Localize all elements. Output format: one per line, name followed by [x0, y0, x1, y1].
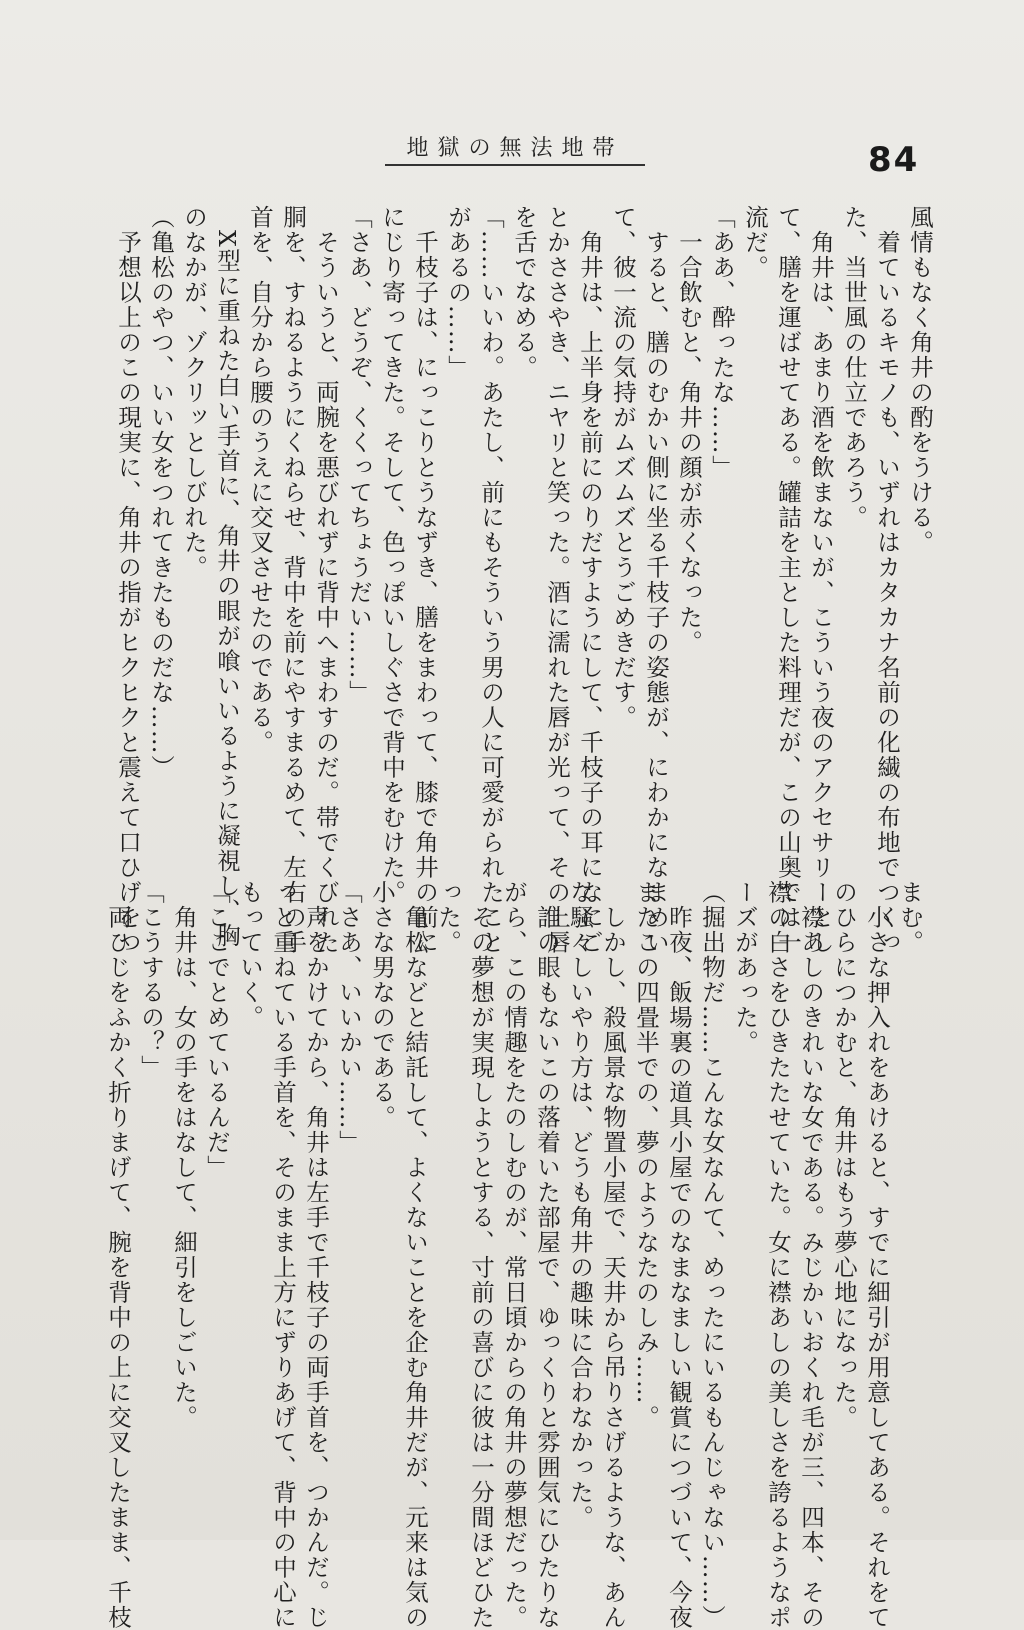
lower-text-column: その夢想が実現しようとする、寸前の喜びに彼は一分間ほどひた — [467, 880, 495, 1630]
lower-text-column: った。 — [434, 880, 462, 955]
upper-text-column: 首を、自分から腰のうえに交叉させたのである。 — [246, 205, 274, 755]
lower-text-column: （掘出物だ……こんな女なんて、めったにいるもんじゃない……） — [698, 880, 726, 1630]
upper-text-column: すると、膳のむかい側に坐る千枝子の姿態が、にわかになまめい — [642, 205, 670, 955]
lower-text-column: まむ。 — [896, 880, 924, 955]
upper-text-column: 流だ。 — [741, 205, 769, 280]
lower-text-column: 「さあ、いいかい……」 — [335, 880, 363, 1155]
upper-text-column: 「ああ、酔ったな……」 — [708, 205, 736, 480]
upper-text-column: 「さあ、どうぞ、くくってちょうだい……」 — [345, 205, 373, 705]
lower-text-column: 角井は、女の手をはなして、細引をしごいた。 — [170, 880, 198, 1430]
upper-text-column: た、当世風の仕立であろう。 — [840, 205, 868, 530]
upper-text-column: て、彼一流の気持がムズムズとうごめきだす。 — [609, 205, 637, 730]
lower-text-column: もっていく。 — [236, 880, 264, 1030]
lower-text-column: 襟あしのきれいな女である。みじかいおくれ毛が三、四本、その — [797, 880, 825, 1630]
upper-text-column: て、膳を運ばせてある。罐詰を主とした料理だが、この山奥では一 — [774, 205, 802, 955]
upper-text-column: にじり寄ってきた。そして、色っぽいしぐさで背中をむけた。 — [378, 205, 406, 905]
lower-text-column: 「こうするの？」 — [137, 880, 165, 1080]
upper-text-column: （亀松のやつ、いい女をつれてきたものだな……） — [147, 205, 175, 780]
upper-text-column: 「……いいわ。あたし、前にもそういう男の人に可愛がられたこと — [477, 205, 505, 955]
lower-text-column: がら、この情趣をたのしむのが、常日頃からの角井の夢想だった。 — [500, 880, 528, 1630]
lower-text-column: 声をかけてから、角井は左手で千枝子の両手首を、つかんだ。じ — [302, 880, 330, 1630]
lower-text-column: 小さな男なのである。 — [368, 880, 396, 1130]
running-title: 地獄の無法地帯 — [406, 135, 624, 161]
lower-text-column: 両ひじをふかく折りまげて、腕を背中の上に交叉したまま、千枝 — [104, 880, 132, 1630]
running-header — [385, 128, 645, 166]
page-number: 84 — [868, 140, 920, 180]
upper-text-column: 一合飲むと、角井の顔が赤くなった。 — [675, 205, 703, 655]
lower-text-column: 小さな押入れをあけると、すでに細引が用意してある。それをて — [863, 880, 891, 1630]
lower-text-column: 「ここでとめているんだ」 — [203, 880, 231, 1180]
lower-text-block — [101, 880, 926, 1630]
lower-text-column: のひらにつかむと、角井はもう夢心地になった。 — [830, 880, 858, 1430]
upper-text-column: のなかが、ゾクリッとしびれた。 — [180, 205, 208, 580]
lower-text-column: しかし、殺風景な物置小屋で、天井から吊りさげるような、あん — [599, 880, 627, 1630]
upper-text-column: X型に重ねた白い手首に、角井の眼が喰いいるように凝視し、胸 — [213, 205, 241, 949]
upper-text-column: 胴を、すねるようにくねらせ、背中を前にやすまるめて、左右の手 — [279, 205, 307, 955]
upper-text-column: そういうと、両腕を悪びれずに背中へまわすのだ。帯でくびれた — [312, 205, 340, 955]
lower-text-column: な騒々しいやり方は、どうも角井の趣味に合わなかった。 — [566, 880, 594, 1530]
lower-text-column: っと重ねている手首を、そのまま上方にずりあげて、背中の中心に — [269, 880, 297, 1630]
lower-text-column: 誰の眼もないこの落着いた部屋で、ゆっくりと雰囲気にひたりな — [533, 880, 561, 1630]
upper-text-column: 千枝子は、にっこりとうなずき、膳をまわって、膝で角井の前に — [411, 205, 439, 955]
upper-text-column: 予想以上のこの現実に、角井の指がヒクヒクと震えて口ひげをつ — [114, 205, 142, 955]
lower-text-column: 亀松などと結託して、よくないことを企む角井だが、元来は気の — [401, 880, 429, 1630]
lower-text-column: 昨夜、飯場裏の道具小屋でのなまなましい観賞につづいて、今夜 — [665, 880, 693, 1630]
upper-text-column: とかささやき、ニヤリと笑った。酒に濡れた唇が光って、その上唇 — [543, 205, 571, 955]
upper-text-column: があるの……」 — [444, 205, 472, 380]
lower-text-column: 襟の白さをひきたたせていた。女に襟あしの美しさを誇るようなポ — [764, 880, 792, 1630]
lower-text-column: またこの四畳半での、夢のようなたのしみ……。 — [632, 880, 660, 1430]
lower-text-column: ーズがあった。 — [731, 880, 759, 1055]
upper-text-column: 角井は、上半身を前にのりだすようにして、千枝子の耳になにご — [576, 205, 604, 955]
upper-text-column: 風情もなく角井の酌をうける。 — [906, 205, 934, 555]
upper-text-column: を舌でなめる。 — [510, 205, 538, 380]
upper-text-column: 角井は、あまり酒を飲まないが、こういう夜のアクセサリーとし — [807, 205, 835, 955]
upper-text-column: 着ているキモノも、いずれはカタカナ名前の化繊の布地でつくっ — [873, 205, 901, 955]
